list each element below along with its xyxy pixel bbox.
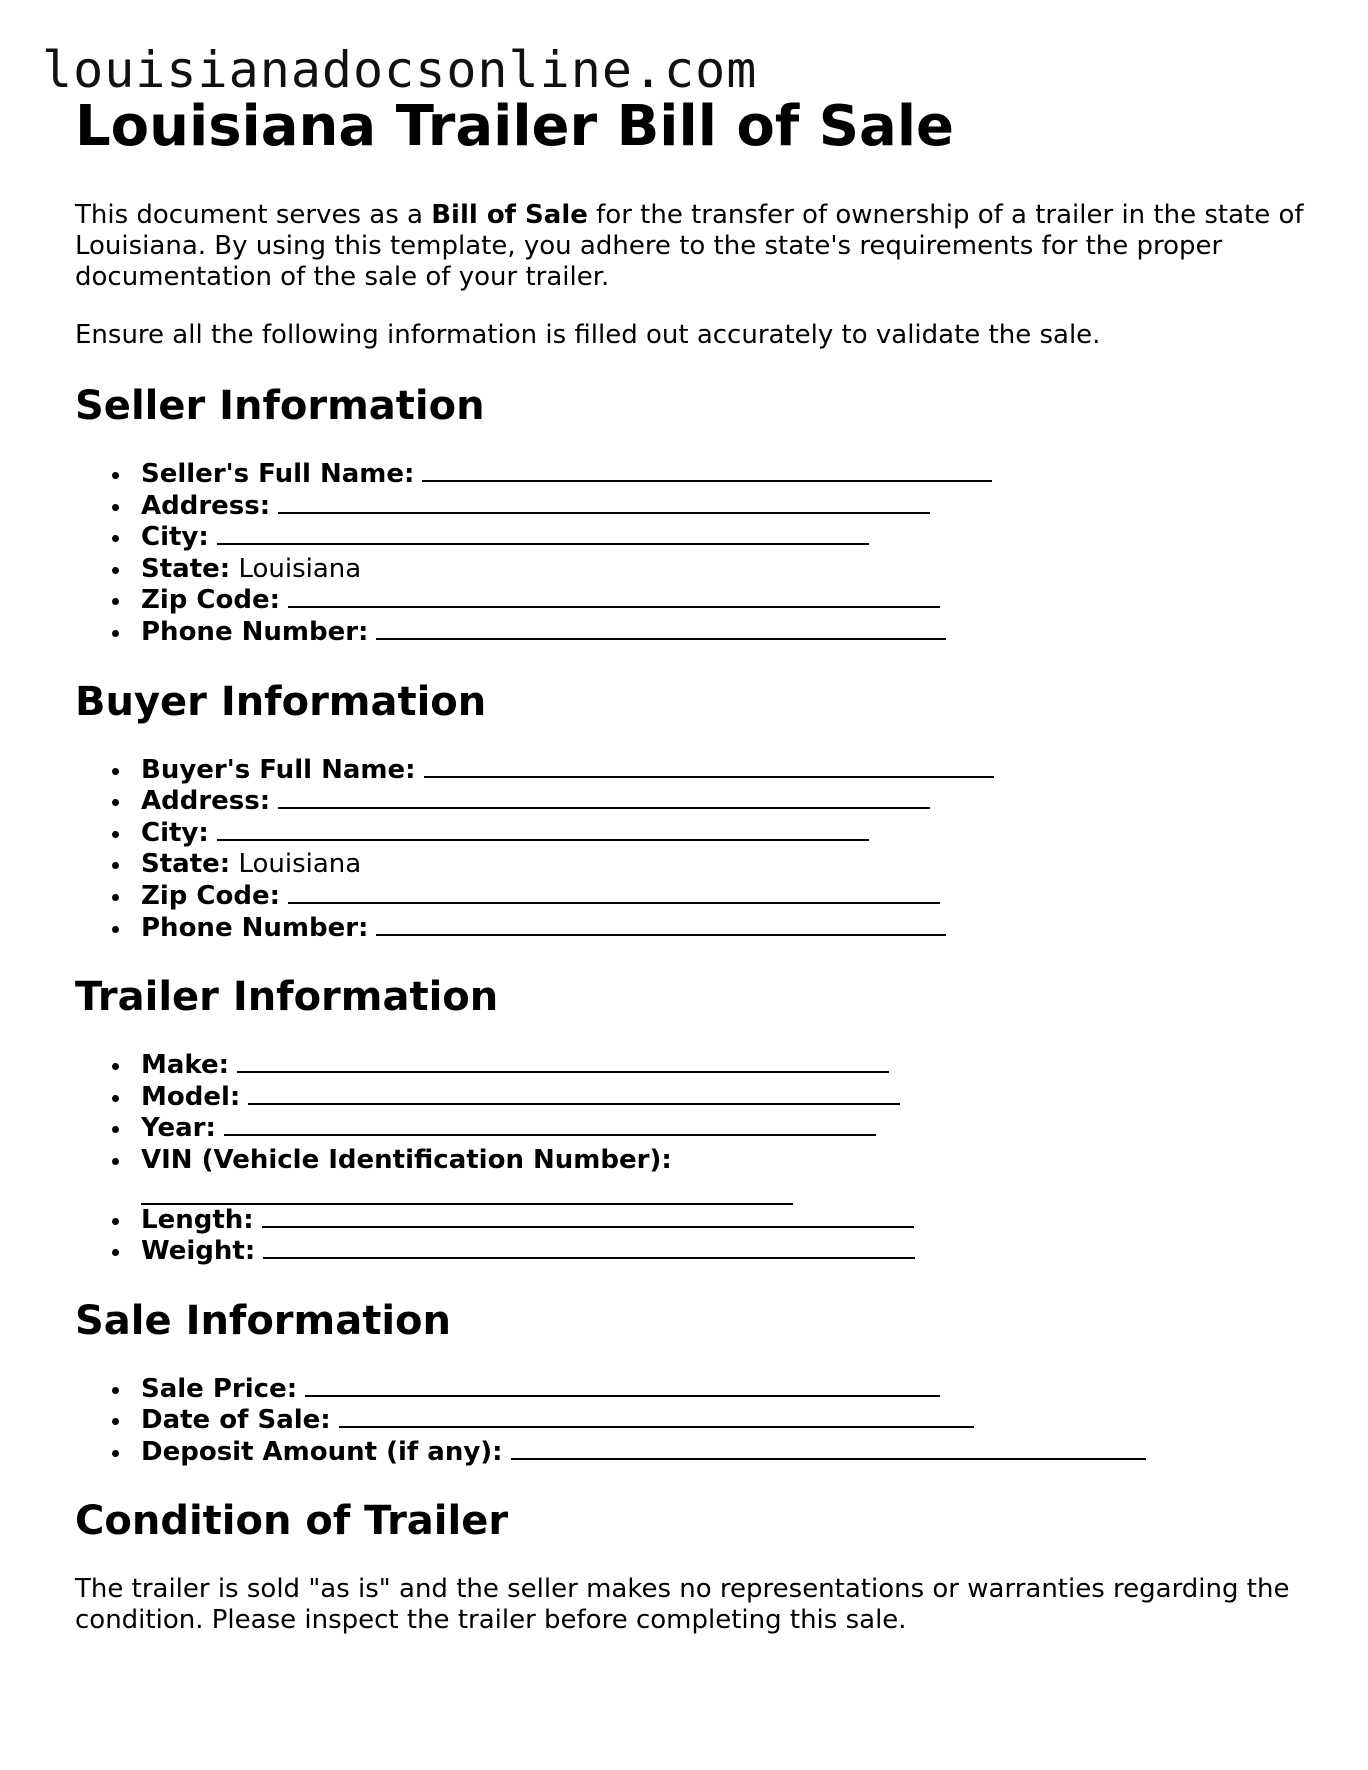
list-item [141,818,1305,850]
trailer-vin-field[interactable] [141,1177,793,1205]
sale-deposit-label: Deposit Amount (if any): [141,1436,503,1467]
document-body [75,92,1305,1663]
sale-heading: Sale Information [75,1297,451,1344]
seller-city-field[interactable] [217,523,869,545]
condition-paragraph: The trailer is sold "as is" and the seller makes no representations or warranties regarding the condition. Please inspect the trailer before completing this sale. [75,1574,1290,1636]
trailer-model-label: Model: [141,1081,241,1112]
trailer-weight-field[interactable] [263,1237,915,1259]
buyer-address-label: Address: [141,786,271,817]
buyer-name-field[interactable] [424,756,994,778]
intro-text-end: for the transfer of ownership of a trailer in the state of Louisiana. By using this template, you adhere to the state's requirements for the proper documentation of the sale of your trailer. [75,200,1304,292]
buyer-zip-label: Zip Code: [141,880,281,911]
list-item [141,755,1305,787]
list-item [141,1050,1305,1082]
list-item [141,1374,1305,1406]
buyer-address-field[interactable] [278,787,930,809]
buyer-state-value: Louisiana [238,849,362,880]
buyer-city-field[interactable] [217,819,869,841]
sale-date-label: Date of Sale: [141,1405,331,1436]
list-item [141,617,1305,649]
site-watermark: louisianadocsonline.com [42,41,758,99]
list-item [141,1082,1305,1114]
intro-text-start: This document serves as a [75,200,432,230]
list-item [141,522,1305,554]
trailer-year-field[interactable] [224,1114,876,1136]
trailer-make-field[interactable] [237,1051,889,1073]
seller-city-label: City: [141,522,209,553]
list-item [141,554,1305,586]
condition-heading: Condition of Trailer [75,1498,509,1545]
list-item [141,881,1305,913]
buyer-phone-label: Phone Number: [141,912,369,943]
sale-date-field[interactable] [339,1406,974,1428]
sale-price-label: Sale Price: [141,1373,298,1404]
trailer-weight-label: Weight: [141,1236,256,1267]
seller-state-value: Louisiana [238,553,362,584]
trailer-model-field[interactable] [248,1083,900,1105]
list-item [141,491,1305,523]
seller-address-label: Address: [141,490,271,521]
seller-name-field[interactable] [422,460,992,482]
trailer-year-label: Year: [141,1113,216,1144]
seller-name-label: Seller's Full Name: [141,459,415,489]
seller-state-label: State: [141,553,231,584]
list-item [141,1113,1305,1145]
list-item [141,1405,1305,1437]
buyer-zip-field[interactable] [288,882,940,904]
seller-phone-field[interactable] [376,618,946,640]
list-item [141,1236,1305,1268]
sale-list [75,1374,1305,1469]
instruction-paragraph: Ensure all the following information is filled out accurately to validate the sale. [75,320,1101,350]
list-item [141,585,1305,617]
list-item [141,1437,1305,1469]
seller-list [75,459,1305,649]
trailer-heading: Trailer Information [75,974,499,1021]
intro-bold-term: Bill of Sale [431,200,588,230]
trailer-make-label: Make: [141,1050,230,1081]
seller-address-field[interactable] [278,492,930,514]
buyer-name-label: Buyer's Full Name: [141,754,416,785]
buyer-phone-field[interactable] [376,914,946,936]
seller-zip-field[interactable] [288,586,940,608]
list-item [141,849,1305,881]
buyer-list [75,755,1305,945]
buyer-state-label: State: [141,849,231,880]
list-item [141,1205,1305,1237]
trailer-list [75,1050,1305,1268]
trailer-length-label: Length: [141,1204,254,1235]
list-item [141,786,1305,818]
seller-zip-label: Zip Code: [141,585,281,616]
sale-price-field[interactable] [305,1375,940,1397]
buyer-heading: Buyer Information [75,678,487,725]
intro-paragraph [75,200,1305,293]
page-title: Louisiana Trailer Bill of Sale [75,94,955,159]
sale-deposit-field[interactable] [511,1438,1146,1460]
trailer-length-field[interactable] [262,1206,914,1228]
list-item [141,459,1305,491]
buyer-city-label: City: [141,817,209,848]
list-item [141,913,1305,945]
list-item [141,1145,1305,1205]
trailer-vin-label: VIN (Vehicle Identification Number): [141,1144,672,1175]
seller-phone-label: Phone Number: [141,616,369,647]
seller-heading: Seller Information [75,383,485,429]
